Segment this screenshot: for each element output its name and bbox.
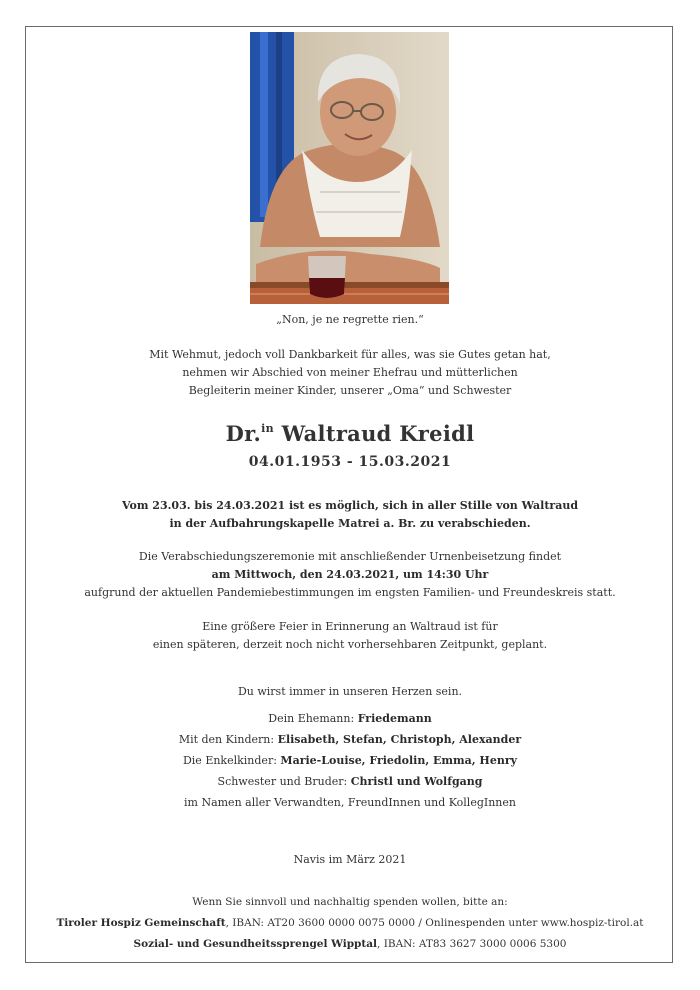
celebration-line-2: einen späteren, derzeit noch nicht vorhersehbaren Zeitpunkt, geplant. (152, 638, 548, 651)
farewell-line-1: Vom 23.03. bis 24.03.2021 ist es möglich, sich in aller Stille von Waltraud (121, 499, 579, 512)
mourner-grandchildren (0, 754, 700, 768)
mourner-children (0, 733, 700, 747)
donation-org-1 (0, 916, 700, 930)
portrait-image (250, 32, 449, 304)
heart-line: Du wirst immer in unseren Herzen sein. (237, 685, 463, 698)
donation-org-2-details: , IBAN: AT83 3627 3000 0006 5300 (377, 938, 567, 950)
place-date: Navis im März 2021 (293, 853, 407, 866)
intro-line-1: Mit Wehmut, jedoch voll Dankbarkeit für alles, was sie Gutes getan hat, (149, 348, 551, 361)
mourner-names: Marie-Louise, Friedolin, Emma, Henry (280, 754, 518, 767)
mourner-siblings (0, 775, 700, 789)
donation-org-2-name: Sozial- und Gesundheitssprengel Wipptal (133, 938, 378, 950)
donation-intro: Wenn Sie sinnvoll und nachhaltig spenden wollen, bitte an: (192, 896, 508, 908)
donation-org-1-name: Tiroler Hospiz Gemeinschaft (56, 917, 226, 929)
portrait-photo (250, 32, 449, 304)
motto-quote: „Non, je ne regrette rien.“ (276, 313, 424, 326)
relatives-line: im Namen aller Verwandten, FreundInnen und KollegInnen (184, 796, 516, 809)
mourner-label: Mit den Kindern: (178, 733, 278, 746)
deceased-title: Dr. (225, 421, 262, 446)
deceased-fullname: Waltraud Kreidl (281, 421, 475, 446)
deceased-name (0, 421, 700, 446)
deceased-title-suffix: in (261, 422, 274, 435)
ceremony-line-3: aufgrund der aktuellen Pandemiebestimmungen im engsten Familien- und Freundeskreis statt. (84, 586, 616, 599)
ceremony-date: am Mittwoch, den 24.03.2021, um 14:30 Uhr (211, 568, 489, 581)
intro-line-3: Begleiterin meiner Kinder, unserer „Oma“ und Schwester (188, 384, 512, 397)
mourner-names: Elisabeth, Stefan, Christoph, Alexander (277, 733, 522, 746)
intro-line-2: nehmen wir Abschied von meiner Ehefrau und mütterlichen (182, 366, 518, 379)
mourner-names: Friedemann (357, 712, 432, 725)
mourner-label: Schwester und Bruder: (217, 775, 351, 788)
donation-org-2 (0, 937, 700, 951)
mourner-label: Dein Ehemann: (268, 712, 358, 725)
farewell-line-2: in der Aufbahrungskapelle Matrei a. Br. zu verabschieden. (169, 517, 531, 530)
ceremony-line-1: Die Verabschiedungszeremonie mit anschließender Urnenbeisetzung findet (138, 550, 562, 563)
donation-org-1-details: , IBAN: AT20 3600 0000 0075 0000 / Onlinespenden unter www.hospiz-tirol.at (225, 917, 644, 929)
celebration-line-1: Eine größere Feier in Erinnerung an Waltraud ist für (202, 620, 498, 633)
mourner-label: Die Enkelkinder: (182, 754, 281, 767)
mourner-spouse (0, 712, 700, 726)
life-dates: 04.01.1953 - 15.03.2021 (248, 454, 452, 470)
mourner-names: Christl und Wolfgang (350, 775, 483, 788)
